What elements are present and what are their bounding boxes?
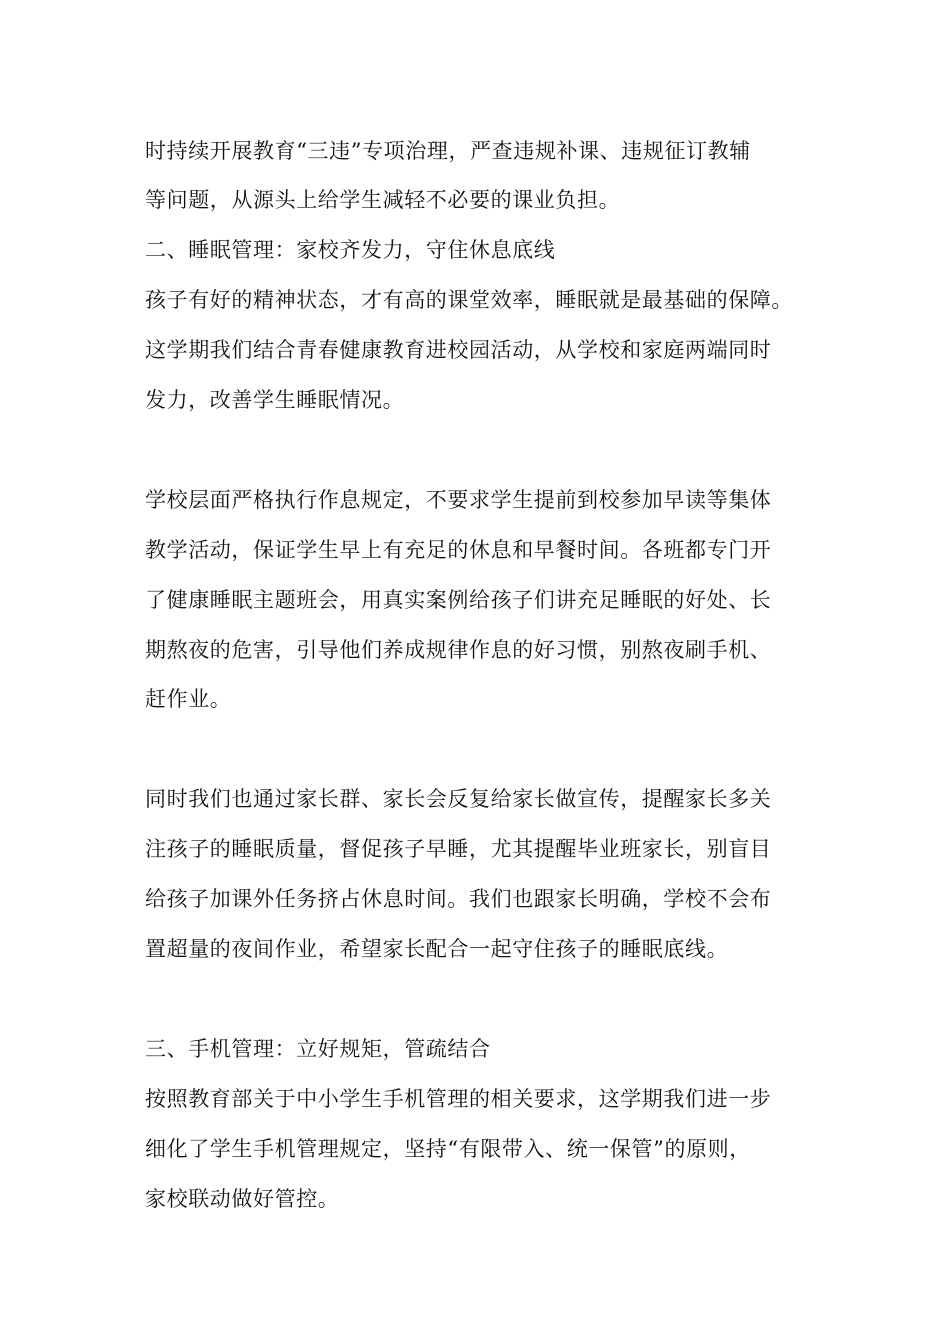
paragraph-line: 时持续开展教育“三违”专项治理，严查违规补课、违规征订教辅 (145, 139, 751, 163)
paragraph-line: 按照教育部关于中小学生手机管理的相关要求，这学期我们进一步 (145, 1087, 772, 1111)
paragraph-line: 同时我们也通过家长群、家长会反复给家长做宣传，提醒家长多关 (145, 787, 772, 811)
paragraph-line: 期熬夜的危害，引导他们养成规律作息的好习惯，别熬夜刷手机、 (145, 638, 772, 662)
paragraph-line: 置超量的夜间作业，希望家长配合一起守住孩子的睡眠底线。 (145, 937, 729, 961)
paragraph-line: 注孩子的睡眠质量，督促孩子早睡，尤其提醒毕业班家长，别盲目 (145, 837, 772, 861)
section-heading: 三、手机管理：立好规矩，管疏结合 (145, 1037, 491, 1061)
paragraph-line: 教学活动，保证学生早上有充足的休息和早餐时间。各班都专门开 (145, 538, 772, 562)
paragraph-line: 家校联动做好管控。 (145, 1187, 340, 1211)
paragraph-line: 孩子有好的精神状态，才有高的课堂效率，睡眠就是最基础的保障。 (145, 288, 793, 312)
paragraph-line: 细化了学生手机管理规定，坚持“有限带入、统一保管”的原则， (145, 1137, 751, 1161)
paragraph-line: 这学期我们结合青春健康教育进校园活动，从学校和家庭两端同时 (145, 338, 772, 362)
paragraph-line: 学校层面严格执行作息规定，不要求学生提前到校参加早读等集体 (145, 488, 772, 512)
paragraph-line: 了健康睡眠主题班会，用真实案例给孩子们讲充足睡眠的好处、长 (145, 588, 772, 612)
paragraph-line: 发力，改善学生睡眠情况。 (145, 388, 405, 412)
paragraph-line: 赶作业。 (145, 687, 232, 711)
paragraph-line: 给孩子加课外任务挤占休息时间。我们也跟家长明确，学校不会布 (145, 887, 772, 911)
section-heading: 二、睡眠管理：家校齐发力，守住休息底线 (145, 238, 556, 262)
paragraph-line: 等问题，从源头上给学生减轻不必要的课业负担。 (145, 188, 621, 212)
